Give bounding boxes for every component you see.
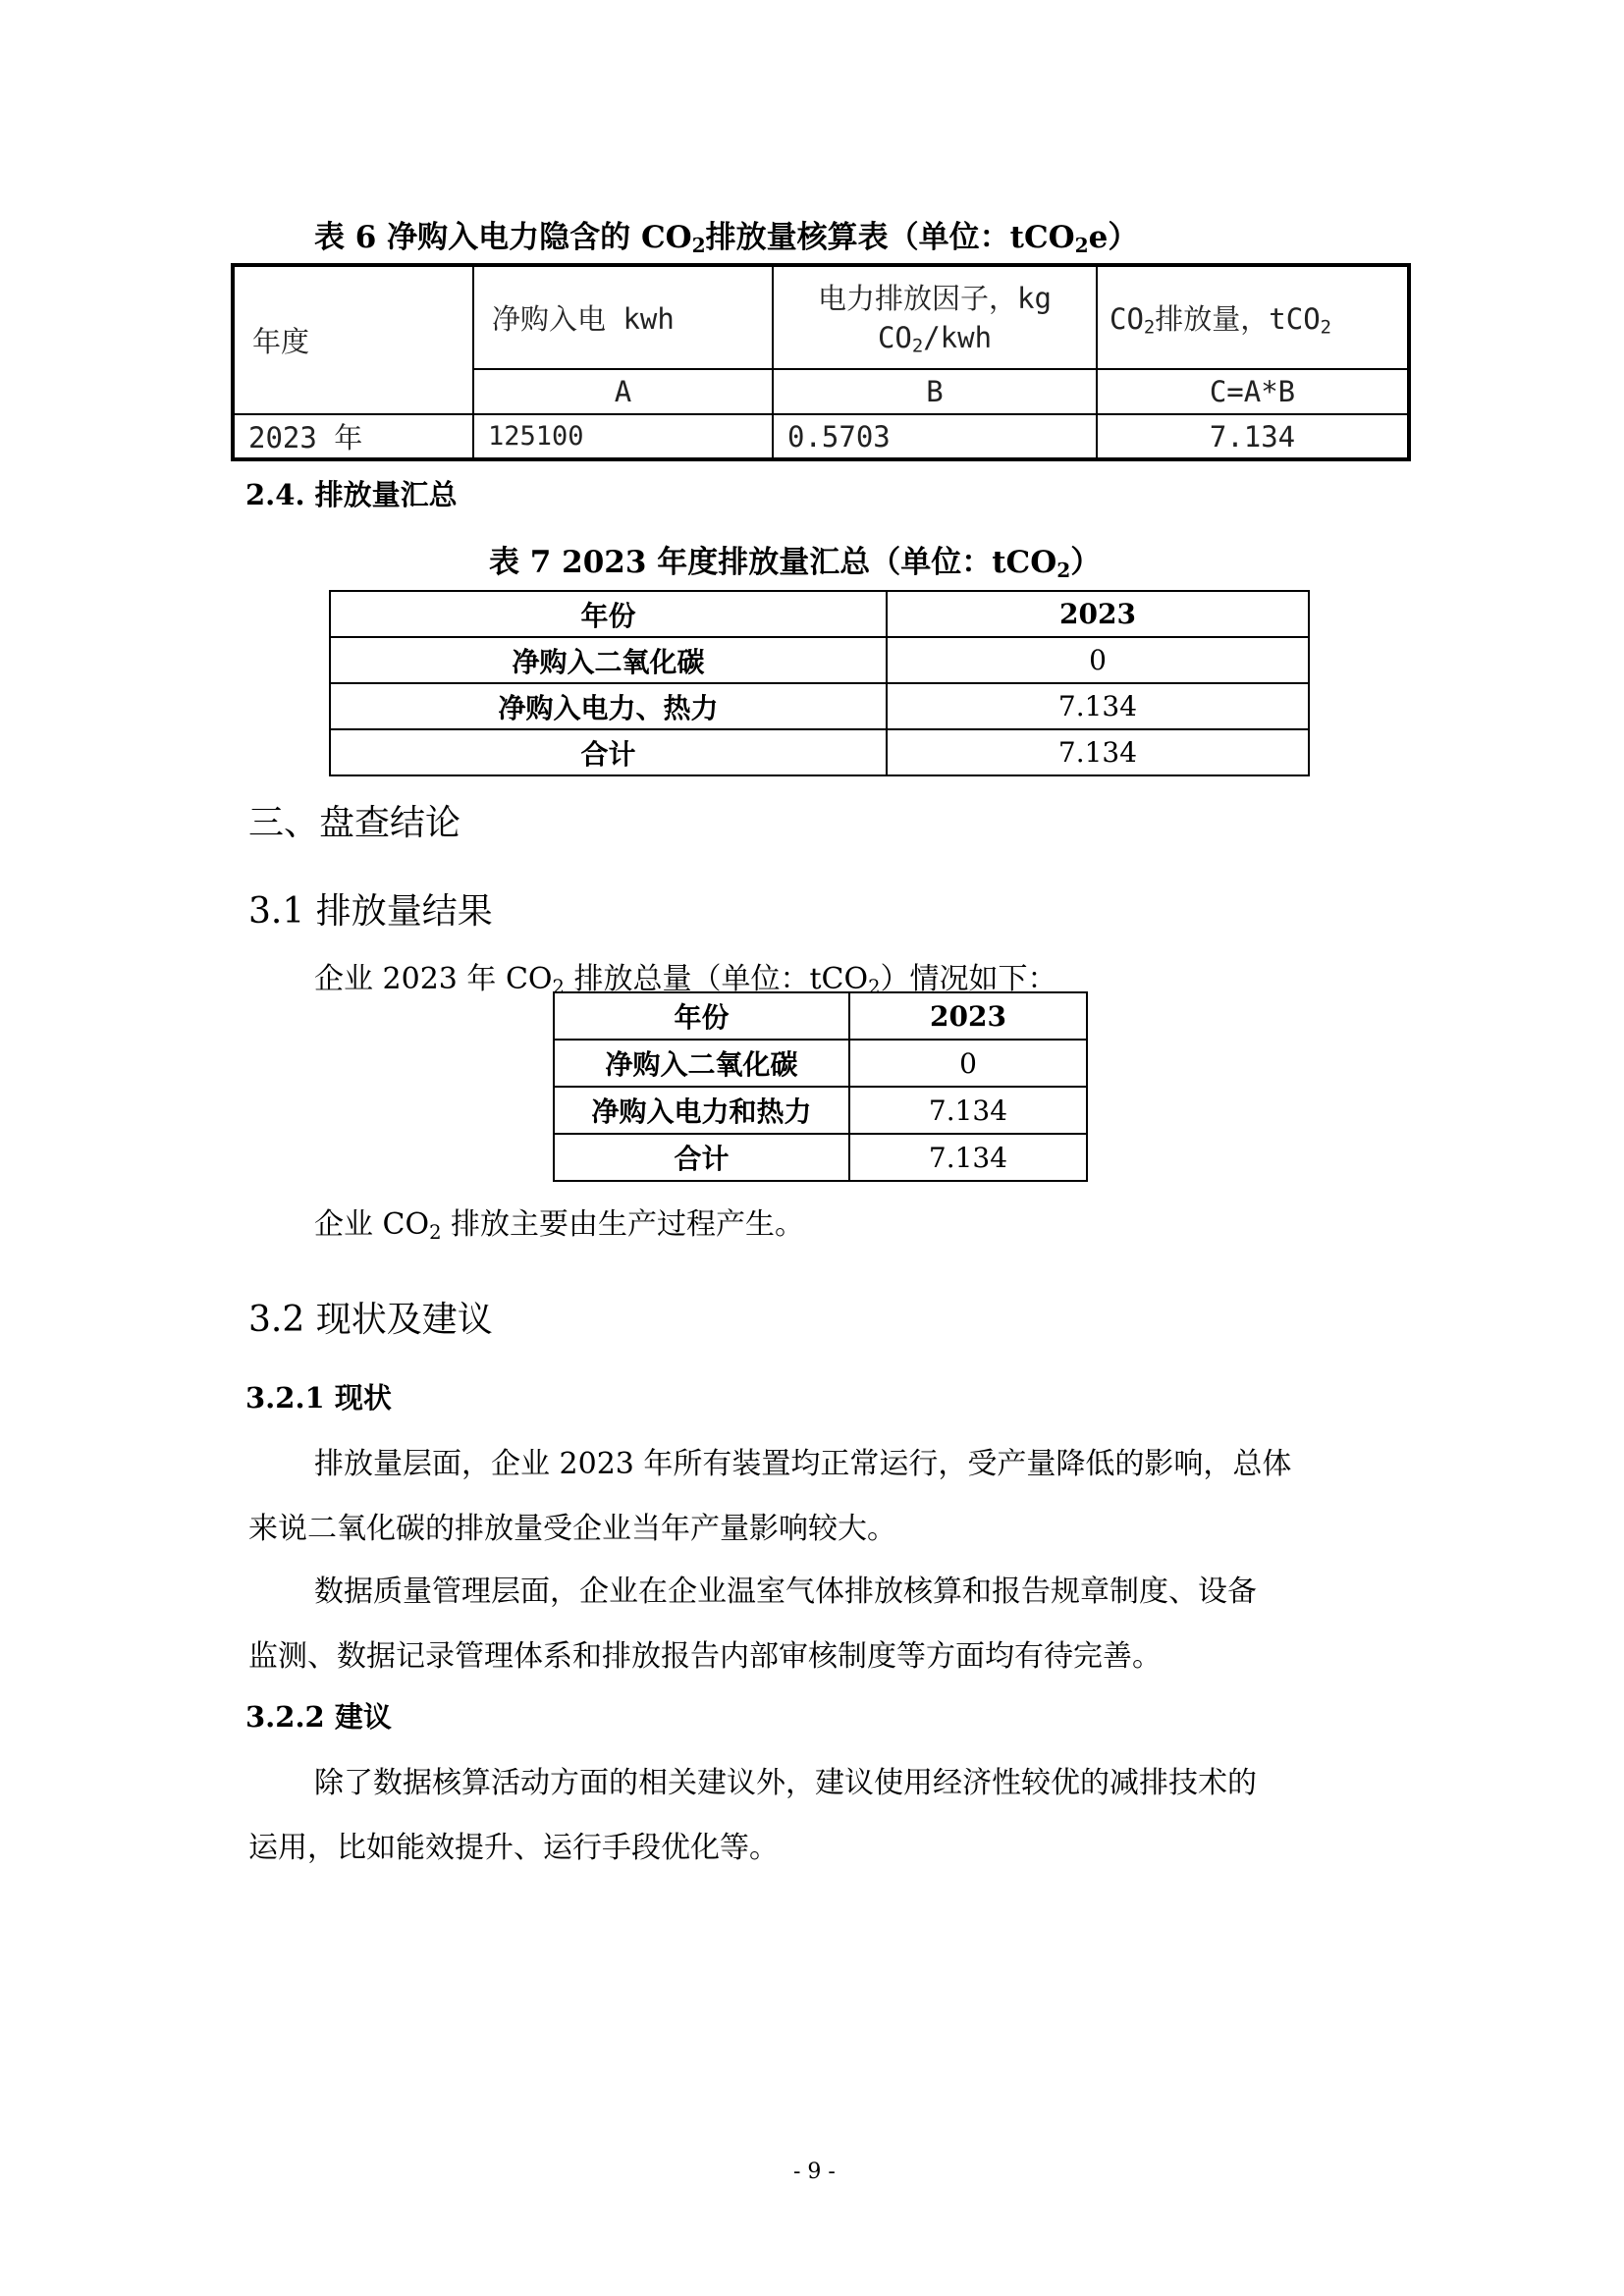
table7-row-label: 净购入电力、热力 — [330, 683, 887, 729]
section-3-2-heading: 3.2 现状及建议 — [248, 1300, 493, 1340]
paragraph-line: 监测、数据记录管理体系和排放报告内部审核制度等方面均有待完善。 — [248, 1639, 1162, 1674]
table7-row-value: 7.134 — [887, 729, 1309, 775]
table7-row-label: 净购入二氧化碳 — [330, 637, 887, 683]
table6-formula-b: B — [773, 369, 1097, 414]
table6-row-purchase: 125100 — [473, 414, 773, 459]
table8-header-label: 年份 — [554, 992, 849, 1040]
paragraph-line: 除了数据核算活动方面的相关建议外，建议使用经济性较优的减排技术的 — [314, 1766, 1257, 1800]
table8-row-value: 7.134 — [849, 1134, 1087, 1181]
table8-row-label: 合计 — [554, 1134, 849, 1181]
section-3-2-2-heading: 3.2.2 建议 — [245, 1700, 392, 1734]
table6-header-emission: $CO_2$排放量，tCO$_2$ — [1097, 265, 1409, 369]
section-2-4-heading: 2.4. 排放量汇总 — [245, 478, 458, 511]
page-number: - 9 - — [793, 2160, 836, 2184]
paragraph-line: 数据质量管理层面，企业在企业温室气体排放核算和报告规章制度、设备 — [314, 1575, 1257, 1609]
table7-row-label: 合计 — [330, 729, 887, 775]
table7-row-value: 7.134 — [887, 683, 1309, 729]
section-3-1-intro: 企业 2023 年 $CO_2$ 排放总量（单位：tCO$_2$）情况如下： — [314, 962, 1057, 998]
table6-header-purchase: 净购入电 kwh — [473, 265, 773, 369]
table6-caption: 表 6 净购入电力隐含的 $CO_2$排放量核算表（单位：tCO$_2$e） — [314, 220, 1139, 258]
section-3-1-note: 企业 $CO_2$ 排放主要由生产过程产生。 — [314, 1207, 805, 1244]
section-3-1-heading: 3.1 排放量结果 — [248, 891, 493, 932]
table6-header-year: 年度 — [233, 265, 473, 414]
table8-header-value: 2023 — [849, 992, 1087, 1040]
table6-header-factor: 电力排放因子，kg $CO_2$/kwh — [773, 265, 1097, 369]
table7-header-label: 年份 — [330, 591, 887, 637]
table6-row-year: 2023 年 — [233, 414, 473, 459]
table8 — [553, 991, 1088, 1182]
section-3-heading: 三、盘查结论 — [248, 803, 461, 843]
table6-formula-c: C=A*B — [1097, 369, 1409, 414]
table7-caption: 表 7 2023 年度排放量汇总（单位：tCO$_2$） — [489, 545, 1102, 583]
table8-row-value: 0 — [849, 1040, 1087, 1087]
table7-row-value: 0 — [887, 637, 1309, 683]
table8-row-value: 7.134 — [849, 1087, 1087, 1134]
table8-row-label: 净购入电力和热力 — [554, 1087, 849, 1134]
paragraph-line: 来说二氧化碳的排放量受企业当年产量影响较大。 — [248, 1512, 896, 1546]
table6-formula-a: A — [473, 369, 773, 414]
paragraph-line: 运用，比如能效提升、运行手段优化等。 — [248, 1831, 779, 1865]
table7 — [329, 590, 1310, 776]
table7-header-value: 2023 — [887, 591, 1309, 637]
section-3-2-1-heading: 3.2.1 现状 — [245, 1381, 392, 1415]
paragraph-line: 排放量层面，企业 2023 年所有装置均正常运行，受产量降低的影响，总体 — [314, 1447, 1292, 1481]
table6 — [231, 263, 1411, 461]
table6-row-factor: 0.5703 — [773, 414, 1097, 459]
table6-row-emission: 7.134 — [1097, 414, 1409, 459]
table8-row-label: 净购入二氧化碳 — [554, 1040, 849, 1087]
